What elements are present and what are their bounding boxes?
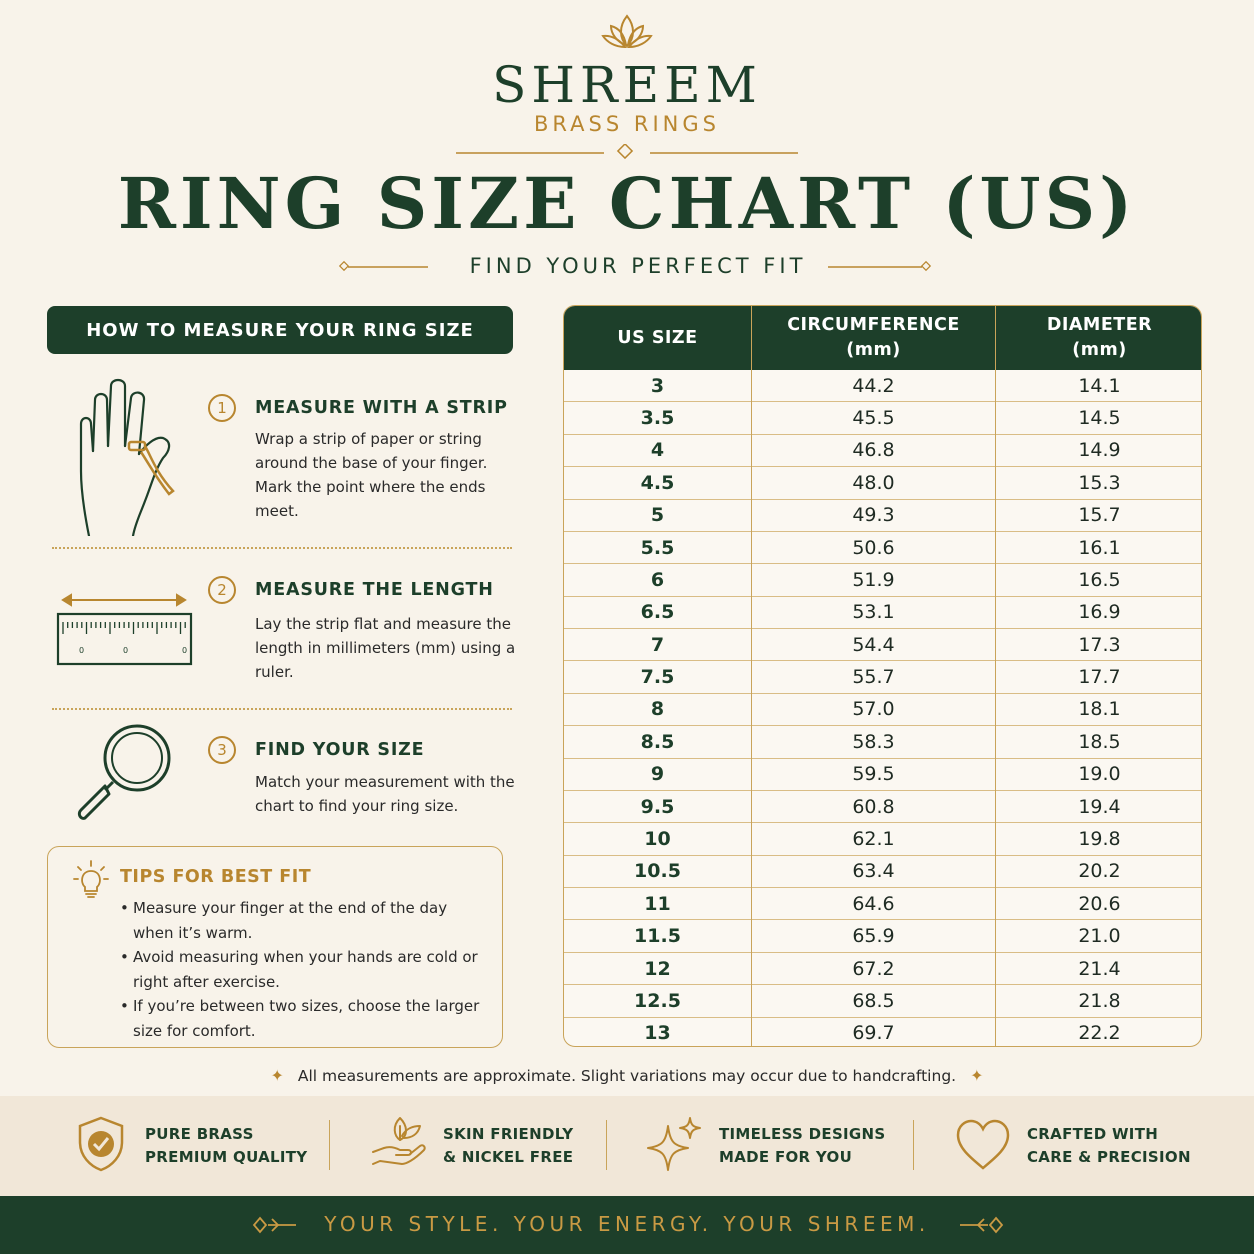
cell-diameter: 16.9 [1078, 601, 1121, 624]
feature-crafted [955, 1096, 1205, 1196]
measure-heading: HOW TO MEASURE YOUR RING SIZE [47, 306, 513, 354]
step-3 [47, 720, 517, 830]
page-title: RING SIZE CHART (US) [117, 162, 1137, 245]
table-row [564, 661, 1201, 693]
step-number: 3 [208, 736, 236, 764]
brand-subtitle: BRASS RINGS [534, 112, 720, 136]
header-circumference [752, 306, 995, 370]
cell-us-size: 3 [650, 374, 665, 397]
tagline: YOUR STYLE. YOUR ENERGY. YOUR SHREEM. [324, 1212, 930, 1236]
page-subtitle: FIND YOUR PERFECT FIT [469, 254, 807, 278]
svg-text:0: 0 [79, 646, 85, 655]
step-text: Lay the strip flat and measure the length in millimeters (mm) using a ruler. [255, 615, 516, 681]
cell-us-size: 13 [644, 1022, 671, 1045]
cell-diameter: 16.5 [1078, 568, 1121, 591]
cell-circumference: 65.9 [852, 925, 895, 948]
feature-text [443, 1123, 573, 1169]
sparkle-icon [646, 1114, 704, 1174]
feature-text [145, 1123, 307, 1169]
table-row [564, 920, 1201, 952]
divider [52, 708, 512, 710]
feature-divider [329, 1120, 330, 1170]
feature-line: CRAFTED WITH [1027, 1125, 1159, 1143]
cell-us-size: 4.5 [640, 471, 675, 494]
table-row [564, 823, 1201, 855]
hand-leaf-icon [370, 1114, 428, 1170]
header-unit: (mm) [1072, 340, 1127, 360]
cell-diameter: 14.1 [1078, 374, 1121, 397]
brand-name: SHREEM [492, 56, 762, 114]
feature-text [719, 1123, 886, 1169]
cell-circumference: 51.9 [852, 568, 895, 591]
svg-text:0: 0 [123, 646, 129, 655]
subtitle-row [338, 252, 938, 282]
cell-circumference: 53.1 [852, 601, 895, 624]
cell-us-size: 9 [650, 763, 665, 786]
hand-icon [75, 376, 185, 536]
cell-diameter: 19.8 [1078, 828, 1121, 851]
cell-circumference: 44.2 [852, 374, 895, 397]
cell-us-size: 7 [650, 633, 665, 656]
table-row [564, 759, 1201, 791]
cell-diameter: 14.9 [1078, 439, 1121, 462]
cell-us-size: 7.5 [640, 666, 675, 689]
table-row [564, 370, 1201, 402]
column-divider [751, 370, 752, 1047]
cell-circumference: 69.7 [852, 1022, 895, 1045]
cell-us-size: 10.5 [634, 860, 681, 883]
table-header [564, 306, 1201, 370]
tips-title: TIPS FOR BEST FIT [120, 867, 312, 887]
step-title: MEASURE THE LENGTH [255, 580, 494, 600]
sparkle-icon: ✦ [970, 1066, 984, 1085]
feature-skin-friendly [370, 1096, 600, 1196]
header-diameter [996, 306, 1202, 370]
cell-us-size: 8 [650, 698, 665, 721]
table-row [564, 1018, 1201, 1047]
cell-diameter: 17.3 [1078, 633, 1121, 656]
shield-check-icon [74, 1114, 128, 1174]
cell-us-size: 3.5 [640, 407, 675, 430]
table-row [564, 629, 1201, 661]
table-row [564, 532, 1201, 564]
cell-circumference: 49.3 [852, 504, 895, 527]
features-bar [0, 1096, 1254, 1196]
note-text: All measurements are approximate. Slight variations may occur due to handcrafting. [297, 1067, 957, 1085]
table-row [564, 467, 1201, 499]
feature-line: CARE & PRECISION [1027, 1148, 1191, 1166]
table-row [564, 564, 1201, 596]
feature-line: & NICKEL FREE [443, 1148, 574, 1166]
step-text: Wrap a strip of paper or string around the base of your finger. Mark the point where the ends meet. [255, 430, 488, 520]
feature-line: MADE FOR YOU [719, 1148, 853, 1166]
feature-divider [913, 1120, 914, 1170]
feature-line: TIMELESS DESIGNS [719, 1125, 886, 1143]
table-row [564, 888, 1201, 920]
cell-circumference: 50.6 [852, 536, 895, 559]
tip-item: • Measure your finger at the end of the day when it’s warm. [120, 896, 490, 945]
table-row [564, 597, 1201, 629]
cell-diameter: 21.4 [1078, 957, 1121, 980]
cell-circumference: 57.0 [852, 698, 895, 721]
cell-circumference: 59.5 [852, 763, 895, 786]
cell-circumference: 48.0 [852, 471, 895, 494]
header-us-size [564, 306, 751, 370]
cell-diameter: 14.5 [1078, 407, 1121, 430]
table-row [564, 435, 1201, 467]
cell-us-size: 5 [650, 504, 665, 527]
heart-icon [955, 1118, 1011, 1174]
cell-circumference: 67.2 [852, 957, 895, 980]
step-1 [47, 372, 517, 542]
feature-line: PURE BRASS [145, 1125, 254, 1143]
cell-diameter: 16.1 [1078, 536, 1121, 559]
cell-us-size: 11 [644, 892, 671, 915]
cell-us-size: 4 [650, 439, 665, 462]
cell-us-size: 8.5 [640, 730, 675, 753]
step-text: Match your measurement with the chart to find your ring size. [255, 773, 515, 815]
ruler-icon [55, 588, 195, 668]
lightbulb-icon [72, 859, 110, 899]
table-row [564, 791, 1201, 823]
cell-circumference: 62.1 [852, 828, 895, 851]
feature-pure-brass [74, 1096, 324, 1196]
cell-us-size: 12.5 [634, 989, 681, 1012]
ring-size-table [563, 305, 1202, 1047]
cell-us-size: 10 [644, 828, 671, 851]
cell-diameter: 21.8 [1078, 989, 1121, 1012]
lotus-logo-icon [599, 12, 655, 54]
cell-circumference: 58.3 [852, 730, 895, 753]
cell-us-size: 5.5 [640, 536, 675, 559]
tip-item: • If you’re between two sizes, choose the larger size for comfort. [120, 994, 490, 1043]
cell-diameter: 19.4 [1078, 795, 1121, 818]
feature-divider [606, 1120, 607, 1170]
cell-diameter: 18.5 [1078, 730, 1121, 753]
ornament-right-icon [958, 1213, 1006, 1237]
header-label: DIAMETER [1046, 315, 1153, 335]
bottom-bar [0, 1196, 1254, 1254]
cell-diameter: 15.3 [1078, 471, 1121, 494]
ornament-divider-icon [454, 144, 800, 162]
cell-circumference: 60.8 [852, 795, 895, 818]
table-row [564, 856, 1201, 888]
header-label: US SIZE [617, 327, 698, 348]
cell-diameter: 19.0 [1078, 763, 1121, 786]
cell-us-size: 6.5 [640, 601, 675, 624]
header-unit: (mm) [846, 340, 901, 360]
note-row [0, 1066, 1254, 1092]
header-label: CIRCUMFERENCE [787, 315, 960, 335]
cell-circumference: 55.7 [852, 666, 895, 689]
cell-circumference: 68.5 [852, 989, 895, 1012]
table-row [564, 500, 1201, 532]
cell-diameter: 22.2 [1078, 1022, 1121, 1045]
cell-circumference: 54.4 [852, 633, 895, 656]
cell-circumference: 63.4 [852, 860, 895, 883]
table-row [564, 985, 1201, 1017]
cell-circumference: 64.6 [852, 892, 895, 915]
cell-diameter: 17.7 [1078, 666, 1121, 689]
cell-us-size: 12 [644, 957, 671, 980]
cell-circumference: 45.5 [852, 407, 895, 430]
magnifier-icon [75, 722, 175, 824]
cell-diameter: 15.7 [1078, 504, 1121, 527]
feature-timeless [646, 1096, 896, 1196]
tips-box [47, 846, 503, 1048]
step-number: 2 [208, 576, 236, 604]
column-divider [995, 370, 996, 1047]
sparkle-icon: ✦ [270, 1066, 284, 1085]
cell-diameter: 21.0 [1078, 925, 1121, 948]
cell-diameter: 20.6 [1078, 892, 1121, 915]
tips-list [120, 896, 490, 1043]
cell-us-size: 6 [650, 568, 665, 591]
tip-item: • Avoid measuring when your hands are cold or right after exercise. [120, 945, 490, 994]
cell-diameter: 18.1 [1078, 698, 1121, 721]
step-title: FIND YOUR SIZE [255, 740, 425, 760]
feature-text [1027, 1123, 1191, 1169]
table-row [564, 694, 1201, 726]
step-number: 1 [208, 394, 236, 422]
svg-text:0: 0 [182, 646, 188, 655]
table-row [564, 726, 1201, 758]
feature-line: SKIN FRIENDLY [443, 1125, 574, 1143]
step-2 [47, 560, 517, 700]
cell-diameter: 20.2 [1078, 860, 1121, 883]
cell-us-size: 11.5 [634, 925, 681, 948]
cell-us-size: 9.5 [640, 795, 675, 818]
table-row [564, 953, 1201, 985]
cell-circumference: 46.8 [852, 439, 895, 462]
table-row [564, 402, 1201, 434]
step-title: MEASURE WITH A STRIP [255, 398, 508, 418]
divider [52, 547, 512, 549]
feature-line: PREMIUM QUALITY [145, 1148, 308, 1166]
